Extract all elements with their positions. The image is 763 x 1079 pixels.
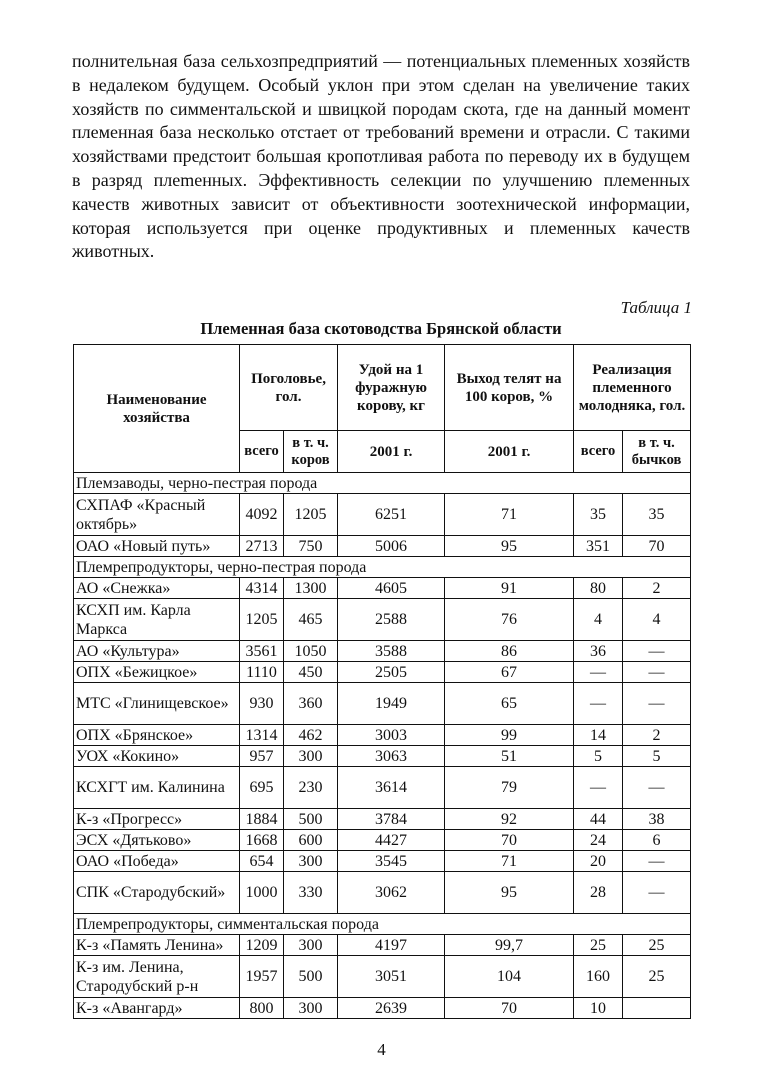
table-row	[74, 998, 691, 1019]
farm-name-cell: МТС «Глинищевское»	[74, 683, 240, 725]
table-row	[74, 956, 691, 998]
page-number: 4	[377, 1040, 386, 1059]
herd-cows-cell: 1205	[284, 494, 338, 536]
herd-cows-cell: 500	[284, 956, 338, 998]
sold-bulls-cell: 25	[623, 935, 691, 956]
sold-bulls-cell: —	[623, 683, 691, 725]
herd-total-cell: 1884	[240, 809, 284, 830]
farm-name-cell: АО «Культура»	[74, 641, 240, 662]
sold-bulls-cell: —	[623, 767, 691, 809]
herd-total-cell: 1205	[240, 599, 284, 641]
farm-name-cell: ЭСХ «Дятьково»	[74, 830, 240, 851]
herd-total-cell: 654	[240, 851, 284, 872]
table-row	[74, 599, 691, 641]
milk-yield-cell: 3063	[338, 746, 445, 767]
farm-name-cell: КСХГТ им. Калинина	[74, 767, 240, 809]
sold-total-cell: —	[574, 683, 623, 725]
header-calves: Выход телят на 100 коров, %	[445, 345, 574, 431]
calf-output-cell: 99	[445, 725, 574, 746]
herd-cows-cell: 600	[284, 830, 338, 851]
header-herd: Поголовье, гол.	[240, 345, 338, 431]
sold-total-cell: 35	[574, 494, 623, 536]
section-title: Племрепродукторы, черно-пестрая порода	[74, 557, 691, 578]
milk-yield-cell: 2639	[338, 998, 445, 1019]
table-row	[74, 935, 691, 956]
herd-cows-cell: 360	[284, 683, 338, 725]
calf-output-cell: 51	[445, 746, 574, 767]
table-row	[74, 536, 691, 557]
header-incl-bulls: в т. ч. бычков	[623, 431, 691, 473]
milk-yield-cell: 4605	[338, 578, 445, 599]
milk-yield-cell: 5006	[338, 536, 445, 557]
calf-output-cell: 99,7	[445, 935, 574, 956]
sold-total-cell: 351	[574, 536, 623, 557]
section-title: Племрепродукторы, симментальская порода	[74, 914, 691, 935]
calf-output-cell: 86	[445, 641, 574, 662]
table-row	[74, 851, 691, 872]
sold-bulls-cell: —	[623, 872, 691, 914]
sold-bulls-cell: 6	[623, 830, 691, 851]
herd-cows-cell: 300	[284, 935, 338, 956]
herd-total-cell: 1314	[240, 725, 284, 746]
farm-name-cell: УОХ «Кокино»	[74, 746, 240, 767]
table-row	[74, 830, 691, 851]
milk-yield-cell: 4427	[338, 830, 445, 851]
herd-total-cell: 1000	[240, 872, 284, 914]
farm-name-cell: ОАО «Новый путь»	[74, 536, 240, 557]
farm-name-cell: ОАО «Победа»	[74, 851, 240, 872]
sold-bulls-cell: —	[623, 851, 691, 872]
herd-total-cell: 957	[240, 746, 284, 767]
farm-name-cell: К-з «Память Ленина»	[74, 935, 240, 956]
sold-total-cell: 14	[574, 725, 623, 746]
table-row	[74, 725, 691, 746]
header-total-sold: всего	[574, 431, 623, 473]
milk-yield-cell: 3784	[338, 809, 445, 830]
farm-name-cell: СПК «Стародубский»	[74, 872, 240, 914]
header-incl-cows: в т. ч. коров	[284, 431, 338, 473]
sold-total-cell: 5	[574, 746, 623, 767]
table-row	[74, 872, 691, 914]
herd-cows-cell: 500	[284, 809, 338, 830]
sold-total-cell: 24	[574, 830, 623, 851]
table-label: Таблица 1	[620, 298, 692, 317]
herd-cows-cell: 330	[284, 872, 338, 914]
milk-yield-cell: 2588	[338, 599, 445, 641]
farm-name-cell: АО «Снежка»	[74, 578, 240, 599]
section-row	[74, 914, 691, 935]
herd-cows-cell: 300	[284, 746, 338, 767]
calf-output-cell: 104	[445, 956, 574, 998]
farm-name-cell: К-з «Прогресс»	[74, 809, 240, 830]
calf-output-cell: 95	[445, 536, 574, 557]
section-row	[74, 473, 691, 494]
table-row	[74, 578, 691, 599]
sold-total-cell: 20	[574, 851, 623, 872]
herd-total-cell: 3561	[240, 641, 284, 662]
calf-output-cell: 71	[445, 494, 574, 536]
herd-total-cell: 2713	[240, 536, 284, 557]
milk-yield-cell: 3545	[338, 851, 445, 872]
header-year-calves: 2001 г.	[445, 431, 574, 473]
farm-name-cell: К-з «Авангард»	[74, 998, 240, 1019]
calf-output-cell: 65	[445, 683, 574, 725]
herd-cows-cell: 1300	[284, 578, 338, 599]
farm-name-cell: ОПХ «Бежицкое»	[74, 662, 240, 683]
sold-total-cell: 10	[574, 998, 623, 1019]
sold-total-cell: —	[574, 767, 623, 809]
herd-total-cell: 1668	[240, 830, 284, 851]
header-name: Наименование хозяйства	[74, 345, 240, 473]
herd-cows-cell: 750	[284, 536, 338, 557]
sold-bulls-cell: 5	[623, 746, 691, 767]
herd-cows-cell: 300	[284, 998, 338, 1019]
milk-yield-cell: 3062	[338, 872, 445, 914]
breeding-table	[73, 344, 691, 1019]
sold-total-cell: 36	[574, 641, 623, 662]
sold-total-cell: 4	[574, 599, 623, 641]
calf-output-cell: 70	[445, 998, 574, 1019]
header-milk: Удой на 1 фуражную корову, кг	[338, 345, 445, 431]
sold-total-cell: 80	[574, 578, 623, 599]
section-title: Племзаводы, черно-пестрая порода	[74, 473, 691, 494]
sold-total-cell: —	[574, 662, 623, 683]
sold-bulls-cell: —	[623, 662, 691, 683]
milk-yield-cell: 4197	[338, 935, 445, 956]
table-row	[74, 641, 691, 662]
header-year-milk: 2001 г.	[338, 431, 445, 473]
sold-bulls-cell: 35	[623, 494, 691, 536]
herd-total-cell: 1957	[240, 956, 284, 998]
milk-yield-cell: 2505	[338, 662, 445, 683]
table-body	[74, 473, 691, 1019]
table-row	[74, 809, 691, 830]
sold-bulls-cell: 38	[623, 809, 691, 830]
herd-cows-cell: 1050	[284, 641, 338, 662]
section-row	[74, 557, 691, 578]
calf-output-cell: 92	[445, 809, 574, 830]
farm-name-cell: ОПХ «Брянское»	[74, 725, 240, 746]
herd-total-cell: 930	[240, 683, 284, 725]
milk-yield-cell: 3003	[338, 725, 445, 746]
body-paragraph: полнительная база сельхозпредприятий — потенциальных племенных хозяйств в недалеком будущем. Особый уклон при этом сделан на увеличение таких хозяйств по симментальской и швицкой породам скота, где на данный момент племенная база несколько отстает от требований времени и отрасли. С такими хозяйствами предстоит большая кропотливая работа по переводу их в будущем в разряд плеmенных. Эффективность селекции по улучшению племенных качеств животных зависит от объективности зоотехнической информации, которая используется при оценке продуктивных и племенных качеств животных.	[72, 51, 690, 262]
calf-output-cell: 79	[445, 767, 574, 809]
milk-yield-cell: 3588	[338, 641, 445, 662]
sold-bulls-cell: 2	[623, 578, 691, 599]
sold-total-cell: 28	[574, 872, 623, 914]
sold-total-cell: 25	[574, 935, 623, 956]
calf-output-cell: 76	[445, 599, 574, 641]
calf-output-cell: 67	[445, 662, 574, 683]
table-row	[74, 683, 691, 725]
herd-total-cell: 1110	[240, 662, 284, 683]
herd-cows-cell: 230	[284, 767, 338, 809]
sold-bulls-cell: 2	[623, 725, 691, 746]
herd-cows-cell: 465	[284, 599, 338, 641]
calf-output-cell: 70	[445, 830, 574, 851]
sold-bulls-cell: 70	[623, 536, 691, 557]
table-row	[74, 494, 691, 536]
milk-yield-cell: 3051	[338, 956, 445, 998]
farm-name-cell: СХПАФ «Красный октябрь»	[74, 494, 240, 536]
calf-output-cell: 95	[445, 872, 574, 914]
herd-total-cell: 695	[240, 767, 284, 809]
herd-cows-cell: 462	[284, 725, 338, 746]
herd-cows-cell: 300	[284, 851, 338, 872]
table-title: Племенная база скотоводства Брянской области	[200, 319, 562, 338]
sold-total-cell: 160	[574, 956, 623, 998]
calf-output-cell: 71	[445, 851, 574, 872]
table-row	[74, 746, 691, 767]
sold-bulls-cell: 25	[623, 956, 691, 998]
calf-output-cell: 91	[445, 578, 574, 599]
milk-yield-cell: 1949	[338, 683, 445, 725]
herd-cows-cell: 450	[284, 662, 338, 683]
milk-yield-cell: 6251	[338, 494, 445, 536]
sold-bulls-cell: —	[623, 641, 691, 662]
milk-yield-cell: 3614	[338, 767, 445, 809]
herd-total-cell: 4314	[240, 578, 284, 599]
farm-name-cell: К-з им. Ленина, Стародубский р-н	[74, 956, 240, 998]
herd-total-cell: 800	[240, 998, 284, 1019]
sold-bulls-cell	[623, 998, 691, 1019]
herd-total-cell: 1209	[240, 935, 284, 956]
farm-name-cell: КСХП им. Карла Маркса	[74, 599, 240, 641]
header-total: всего	[240, 431, 284, 473]
table-row	[74, 662, 691, 683]
header-sales: Реализация племенного молодняка, гол.	[574, 345, 691, 431]
sold-bulls-cell: 4	[623, 599, 691, 641]
herd-total-cell: 4092	[240, 494, 284, 536]
table-row	[74, 767, 691, 809]
sold-total-cell: 44	[574, 809, 623, 830]
